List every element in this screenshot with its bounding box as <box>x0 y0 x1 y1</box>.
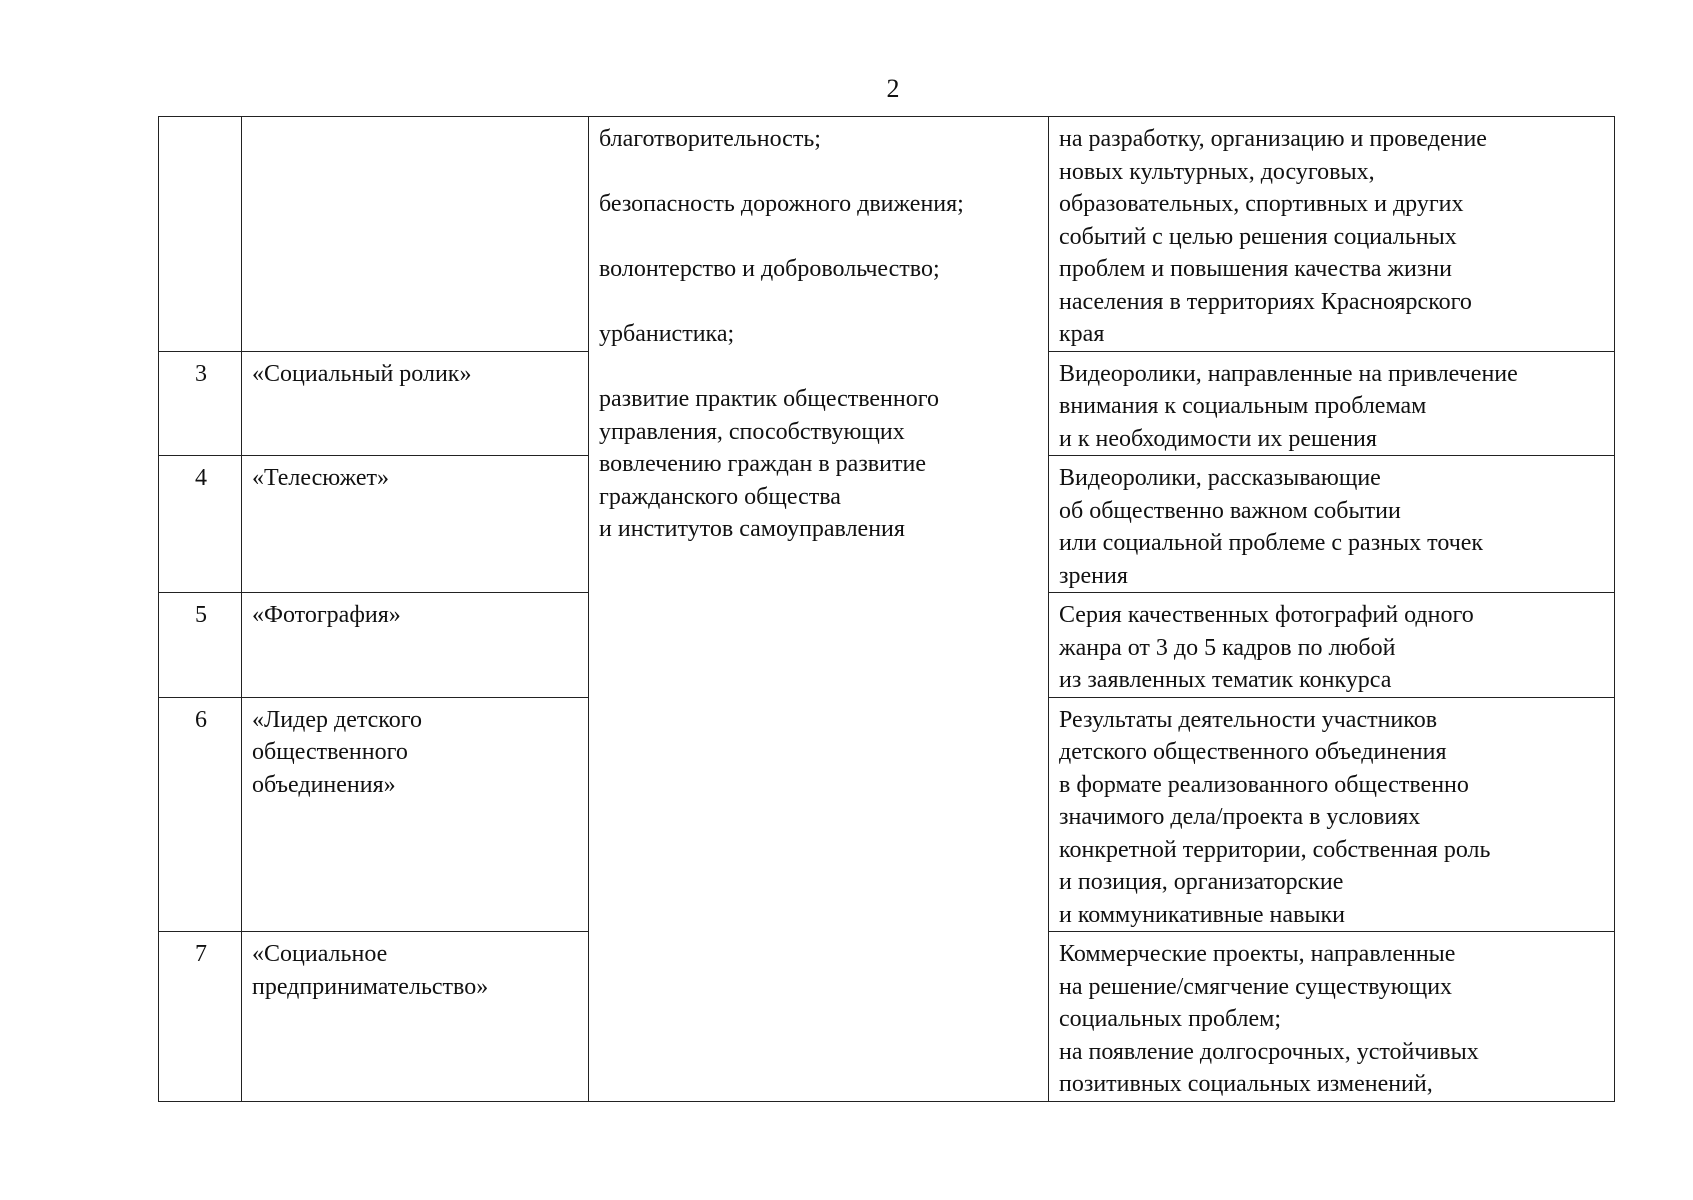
description-line: новых культурных, досуговых, <box>1059 158 1375 185</box>
row-number: 4 <box>195 465 207 491</box>
topic-line: гражданского общества <box>599 483 841 510</box>
description-line: Видеоролики, рассказывающие <box>1059 465 1381 491</box>
description-line: проблем и повышения качества жизни <box>1059 256 1452 282</box>
description-cell <box>1049 351 1615 456</box>
topic-spacer <box>599 286 1040 319</box>
nomination-name: «Лидер детского <box>252 706 422 733</box>
topic-line: безопасность дорожного движения; <box>599 191 964 217</box>
description-line: детского общественного объединения <box>1059 739 1447 765</box>
description-line: событий с целью решения социальных <box>1059 223 1457 250</box>
nomination-name: объединения» <box>252 771 396 798</box>
topic-line: развитие практик общественного <box>599 386 939 412</box>
topic-spacer <box>599 221 1040 254</box>
row-number-cell <box>159 697 242 932</box>
row-number: 3 <box>195 360 207 387</box>
row-number: 7 <box>195 941 207 967</box>
description-line: на разработку, организацию и проведение <box>1059 126 1487 152</box>
topic-line: волонтерство и добровольчество; <box>599 256 940 282</box>
table-row <box>159 117 1615 352</box>
description-line: образовательных, спортивных и других <box>1059 191 1464 217</box>
topic-line: урбанистика; <box>599 321 735 347</box>
nomination-name: «Социальный ролик» <box>252 360 472 387</box>
description-cell <box>1049 456 1615 593</box>
topic-spacer <box>599 156 1040 189</box>
description-cell <box>1049 593 1615 698</box>
description-line: в формате реализованного общественно <box>1059 771 1469 798</box>
description-line: из заявленных тематик конкурса <box>1059 667 1392 693</box>
nomination-name-cell <box>242 593 589 698</box>
description-line: или социальной проблеме с разных точек <box>1059 530 1484 556</box>
description-line: жанра от 3 до 5 кадров по любой <box>1059 634 1396 661</box>
topic-spacer <box>599 351 1040 384</box>
nomination-name-cell <box>242 932 589 1102</box>
topic-line: и институтов самоуправления <box>599 516 905 542</box>
description-cell <box>1049 932 1615 1102</box>
description-line: Видеоролики, направленные на привлечение <box>1059 360 1518 387</box>
description-line: Результаты деятельности участников <box>1059 706 1438 733</box>
nomination-name: общественного <box>252 739 408 765</box>
nomination-name-cell <box>242 697 589 932</box>
description-line: Коммерческие проекты, направленные <box>1059 941 1456 967</box>
row-number-cell <box>159 456 242 593</box>
description-line: и позиция, организаторские <box>1059 869 1344 895</box>
description-line: Серия качественных фотографий одного <box>1059 602 1474 628</box>
description-line: и к необходимости их решения <box>1059 425 1377 452</box>
contest-nominations-table <box>158 116 1615 1102</box>
description-line: и коммуникативные навыки <box>1059 901 1345 928</box>
nomination-name: предпринимательство» <box>252 973 489 1000</box>
topics-cell <box>589 117 1049 1102</box>
description-line: зрения <box>1059 562 1128 589</box>
description-line: социальных проблем; <box>1059 1006 1282 1032</box>
nomination-name-cell <box>242 351 589 456</box>
row-number-cell <box>159 117 242 352</box>
nomination-name: «Фотография» <box>252 602 401 628</box>
row-number: 5 <box>195 602 207 628</box>
description-cell <box>1049 697 1615 932</box>
description-cell <box>1049 117 1615 352</box>
topic-line: управления, способствующих <box>599 418 905 445</box>
page-number: 2 <box>886 74 900 103</box>
nomination-name-cell <box>242 117 589 352</box>
topic-line: благотворительность; <box>599 126 821 152</box>
description-line: конкретной территории, собственная роль <box>1059 836 1491 863</box>
description-line: края <box>1059 321 1105 347</box>
nomination-name: «Телесюжет» <box>252 465 390 491</box>
description-line: на решение/смягчение существующих <box>1059 973 1453 1000</box>
row-number-cell <box>159 351 242 456</box>
topic-line: вовлечению граждан в развитие <box>599 451 926 477</box>
description-line: позитивных социальных изменений, <box>1059 1071 1433 1097</box>
description-line: об общественно важном событии <box>1059 497 1401 524</box>
row-number-cell <box>159 932 242 1102</box>
row-number: 6 <box>195 706 207 733</box>
row-number-cell <box>159 593 242 698</box>
description-line: населения в территориях Красноярского <box>1059 288 1472 315</box>
description-line: внимания к социальным проблемам <box>1059 393 1427 419</box>
nomination-name: «Социальное <box>252 941 388 967</box>
nomination-name-cell <box>242 456 589 593</box>
description-line: значимого дела/проекта в условиях <box>1059 804 1421 830</box>
description-line: на появление долгосрочных, устойчивых <box>1059 1038 1479 1065</box>
